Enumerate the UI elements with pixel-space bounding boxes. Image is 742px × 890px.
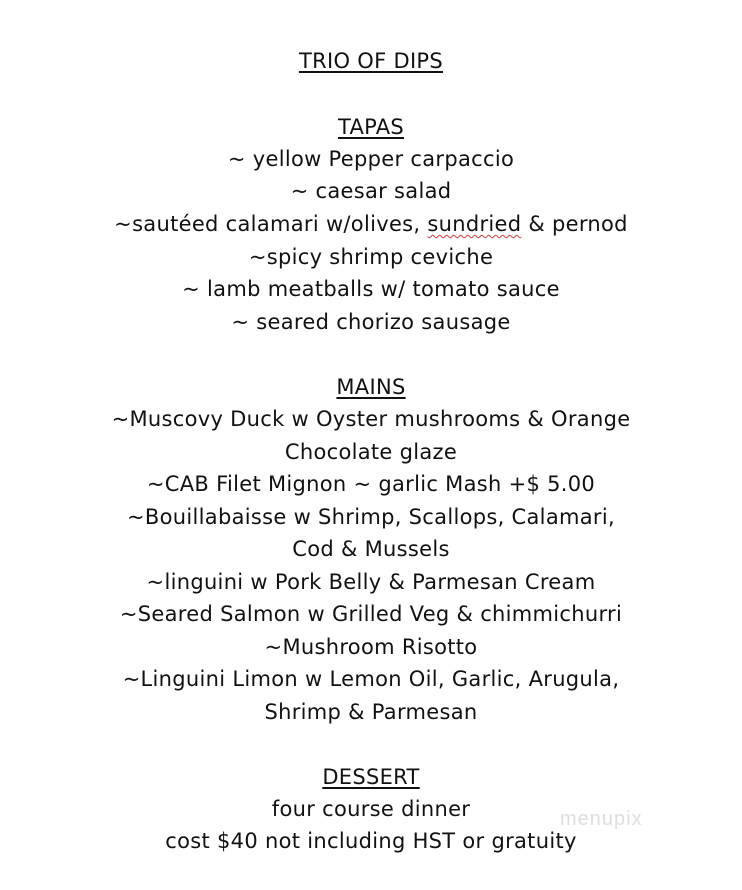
mains-line: Shrimp & Parmesan <box>264 700 478 724</box>
mains-line: ~Seared Salmon w Grilled Veg & chimmichurri <box>119 602 623 626</box>
mains-line: ~Bouillabaisse w Shrimp, Scallops, Calamari, <box>127 505 615 529</box>
dessert-heading: DESSERT <box>322 765 420 789</box>
trio-of-dips-heading: TRIO OF DIPS <box>298 49 444 73</box>
mains-heading: MAINS <box>336 375 406 399</box>
mains-line: ~linguini w Pork Belly & Parmesan Cream <box>146 570 596 594</box>
mains-line: Chocolate glaze <box>284 440 458 464</box>
tapas-item: ~ caesar salad <box>290 179 452 203</box>
dessert-line: cost $40 not including HST or gratuity <box>165 829 577 853</box>
tapas-item: ~ lamb meatballs w/ tomato sauce <box>182 277 560 301</box>
mains-line: ~CAB Filet Mignon ~ garlic Mash +$ 5.00 <box>146 472 596 496</box>
tapas-item: ~spicy shrimp ceviche <box>248 245 494 269</box>
watermark-logo: menupix <box>560 808 643 830</box>
tapas-item-text: ~sautéed calamari w/olives, sundried & pernod <box>114 212 628 236</box>
mains-line: ~Linguini Limon w Lemon Oil, Garlic, Arugula, <box>122 667 620 691</box>
mains-line: Cod & Mussels <box>292 537 450 561</box>
tapas-item-calamari <box>0 211 742 237</box>
mains-line: ~Muscovy Duck w Oyster mushrooms & Orange <box>111 407 631 431</box>
tapas-heading: TAPAS <box>337 115 405 139</box>
mains-line: ~Mushroom Risotto <box>264 635 478 659</box>
tapas-item: ~ yellow Pepper carpaccio <box>227 147 515 171</box>
dessert-line: four course dinner <box>271 797 471 821</box>
tapas-item: ~ seared chorizo sausage <box>231 310 511 334</box>
spellcheck-squiggle: sundried <box>427 212 522 236</box>
